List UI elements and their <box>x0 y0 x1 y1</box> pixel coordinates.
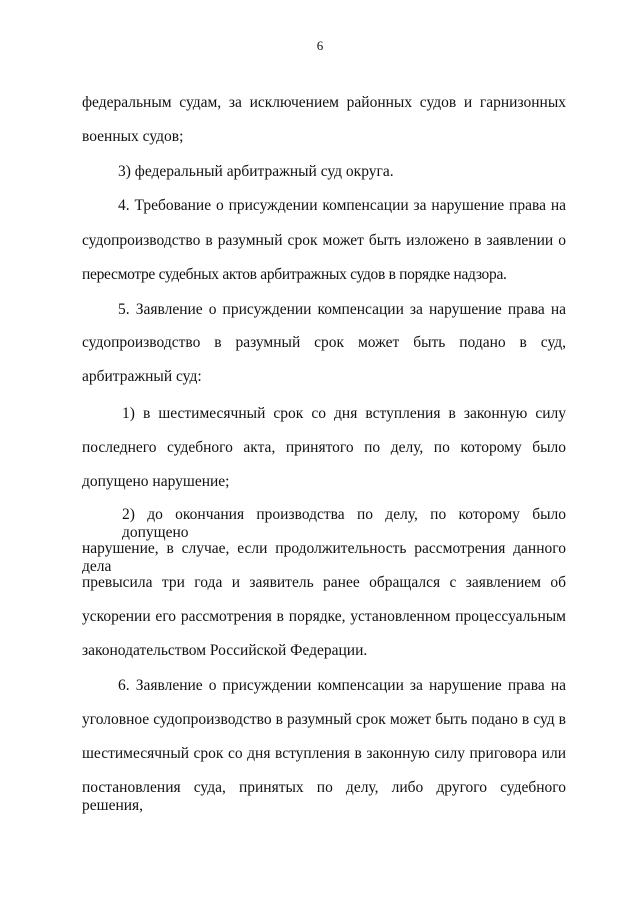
text-line: арбитражный суд: <box>82 368 202 385</box>
text-line: нарушение, в случае, если продолжительность рассмотрения данного дела <box>82 540 566 575</box>
text-line: пересмотре судебных актов арбитражных судов в порядке надзора. <box>82 266 507 283</box>
text-line: допущено нарушение; <box>82 473 230 490</box>
text-line: шестимесячный срок со дня вступления в законную силу приговора или <box>82 745 566 762</box>
text-line: последнего судебного акта, принятого по делу, по которому было <box>82 439 566 456</box>
text-line: 5. Заявление о присуждении компенсации за нарушение права на <box>118 301 566 318</box>
page-number: 6 <box>316 38 324 53</box>
text-line: 4. Требование о присуждении компенсации за нарушение права на <box>118 197 566 214</box>
text-line: 2) до окончания производства по делу, по которому было допущено <box>122 506 566 541</box>
text-line: постановления суда, принятых по делу, либо другого судебного решения, <box>82 779 566 814</box>
text-line: судопроизводство в разумный срок может быть изложено в заявлении о <box>82 232 566 249</box>
text-line: федеральным судам, за исключением районных судов и гарнизонных <box>82 94 566 111</box>
text-line: ускорении его рассмотрения в порядке, установленном процессуальным <box>82 608 566 625</box>
text-line: 1) в шестимесячный срок со дня вступления в законную силу <box>122 405 566 422</box>
text-line: 6. Заявление о присуждении компенсации за нарушение права на <box>118 677 566 694</box>
text-line: уголовное судопроизводство в разумный срок может быть подано в суд в <box>82 711 566 728</box>
text-line: превысила три года и заявитель ранее обращался с заявлением об <box>82 574 566 591</box>
text-line: военных судов; <box>82 128 184 145</box>
text-line: 3) федеральный арбитражный суд округа. <box>118 163 394 180</box>
text-line: законодательством Российской Федерации. <box>82 642 368 659</box>
text-line: судопроизводство в разумный срок может быть подано в суд, <box>82 334 566 351</box>
